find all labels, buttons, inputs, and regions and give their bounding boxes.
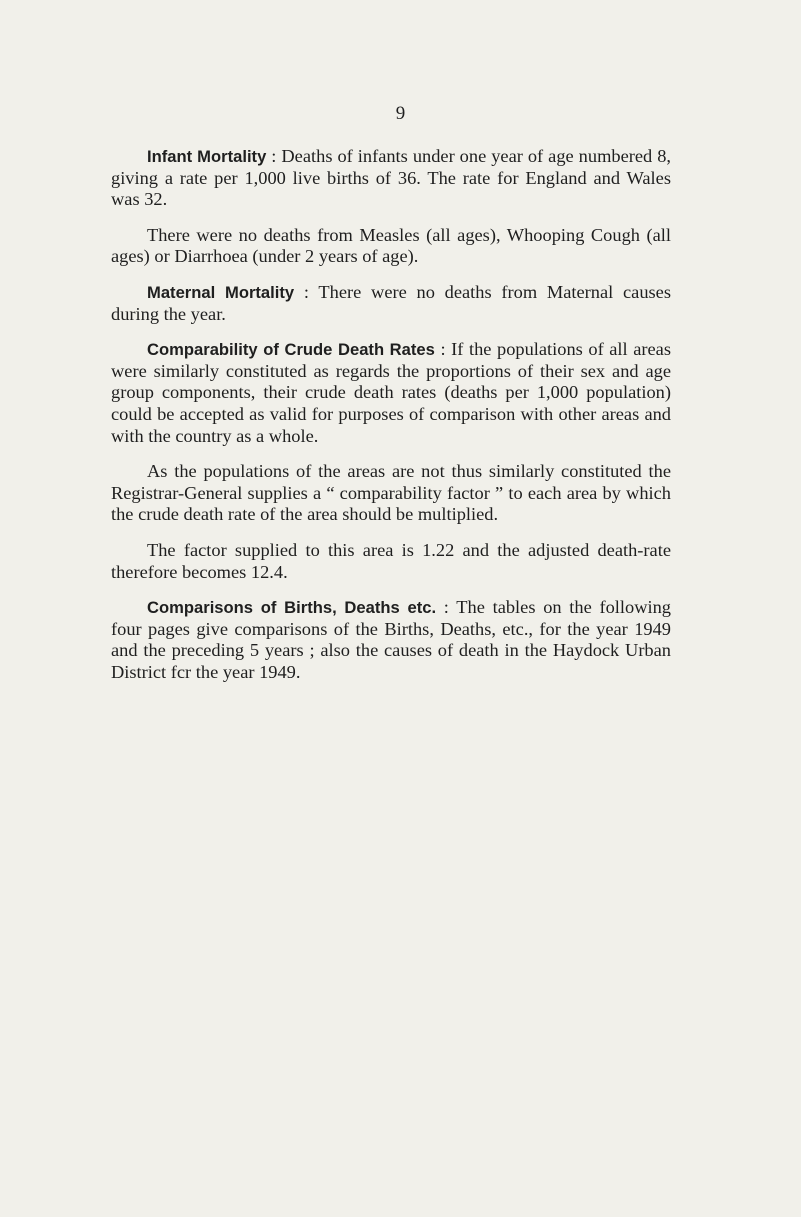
paragraph-text: There were no deaths from Maternal causes during the year. [111, 281, 671, 324]
paragraph-adjusted-death-rate [111, 540, 671, 583]
heading-separator: : [294, 281, 319, 302]
paragraph-text: There were no deaths from Measles (all ages), Whooping Cough (all ages) or Diarrhoea (under 2 years of age). [111, 224, 671, 267]
paragraph-heading: Infant Mortality [147, 147, 267, 166]
paragraph-heading: Comparisons of Births, Deaths etc. [147, 598, 437, 618]
document-body [111, 146, 671, 697]
paragraph-maternal-mortality [111, 282, 671, 325]
paragraph-measles-whooping-cough [111, 225, 671, 268]
paragraph-heading: Maternal Mortality [147, 282, 295, 302]
paragraph-text: The factor supplied to this area is 1.22 and the adjusted death-rate therefore becomes 12.4. [111, 539, 671, 582]
paragraph-text: As the populations of the areas are not thus similarly constituted the Registrar-General supplies a “ comparability factor ” to each area by which the crude death rate of the area should be multiplied. [111, 461, 671, 525]
paragraph-text: The tables on the following four pages give comparisons of the Births, Deaths, etc., for the year 1949 and the preceding 5 years ; also the causes of death in the Haydock Urban District fcr the year 1949. [111, 597, 671, 682]
paragraph-infant-mortality [111, 146, 671, 211]
heading-separator: : [434, 339, 452, 360]
paragraph-heading: Comparability of Crude Death Rates [147, 340, 435, 360]
paragraph-comparisons [111, 597, 671, 683]
page-number: 9 [395, 103, 406, 124]
heading-separator: : [436, 597, 457, 618]
paragraph-text: Deaths of infants under one year of age numbered 8, giving a rate per 1,000 live births of 36. The rate for England and Wales was 32. [111, 146, 671, 210]
paragraph-text: If the populations of all areas were similarly constituted as regards the proportions of their sex and age group components, their crude death rates (deaths per 1,000 population) could be accepted as valid for purposes of comparison with other areas and with the country as a whole. [111, 339, 671, 446]
heading-separator: : [266, 146, 282, 166]
paragraph-comparability [111, 339, 671, 447]
paragraph-comparability-factor [111, 461, 671, 526]
